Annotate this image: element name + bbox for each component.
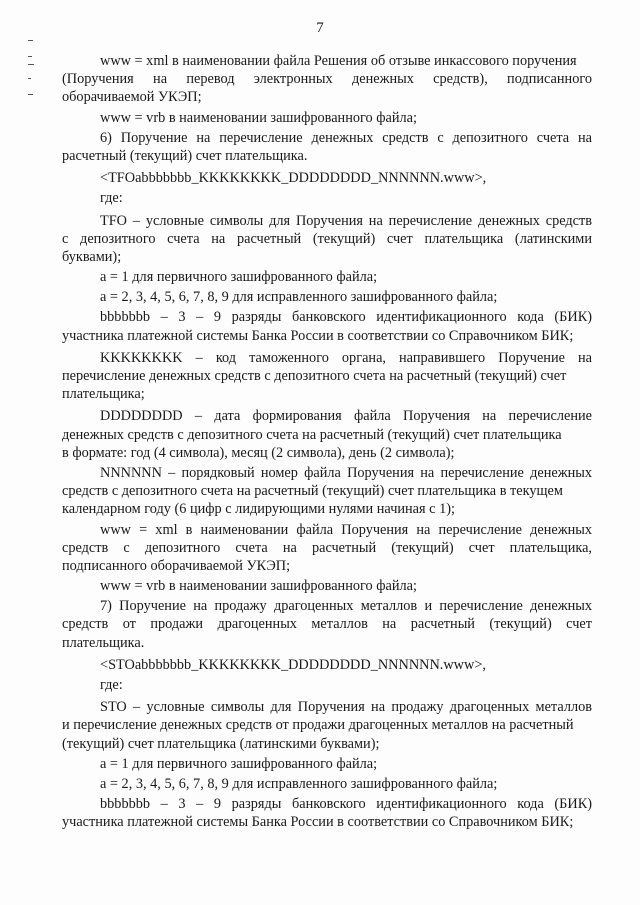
text-line: KKKKKKKK – код таможенного органа, направившего Поручение на bbox=[100, 349, 592, 366]
text-line: и перечисление денежных средств от продажи драгоценных металлов на расчетный bbox=[62, 717, 574, 734]
text-line: плательщика. bbox=[62, 634, 145, 651]
text-line: NNNNNN – порядковый номер файла Поручения на перечисление денежных bbox=[100, 464, 592, 481]
text-line: (текущий) счет плательщика (латинскими буквами); bbox=[62, 735, 380, 752]
margin-mark bbox=[28, 94, 33, 95]
text-line: bbbbbbb – 3 – 9 разряды банковского идентификационного кода (БИК) bbox=[100, 309, 592, 326]
margin-mark bbox=[28, 64, 34, 65]
text-line: денежных средств с депозитного счета на расчетный (текущий) счет плательщика bbox=[62, 426, 562, 443]
text-line: средств от продажи драгоценных металлов на расчетный (текущий) счет bbox=[62, 616, 592, 633]
document-body bbox=[62, 52, 592, 832]
margin-mark bbox=[28, 56, 32, 57]
page-number: 7 bbox=[316, 20, 324, 36]
text-line: bbbbbbb – 3 – 9 разряды банковского идентификационного кода (БИК) bbox=[100, 796, 592, 813]
text-line: <TFOabbbbbbb_KKKKKKKK_DDDDDDDD_NNNNNN.www>, bbox=[100, 170, 487, 187]
text-line: STO – условные символы для Поручения на продажу драгоценных металлов bbox=[100, 699, 592, 716]
text-line: www = vrb в наименовании зашифрованного файла; bbox=[100, 109, 417, 126]
text-line: оборачиваемой УКЭП; bbox=[62, 89, 202, 106]
margin-marks bbox=[28, 38, 42, 108]
text-line: где: bbox=[100, 677, 123, 693]
margin-mark bbox=[28, 78, 31, 79]
text-line: плательщика; bbox=[62, 386, 145, 403]
text-line: с депозитного счета на расчетный (текущий) счет плательщика (латинскими bbox=[62, 230, 592, 247]
text-line: 6) Поручение на перечисление денежных средств с депозитного счета на bbox=[100, 129, 592, 146]
text-line: буквами); bbox=[62, 248, 122, 265]
text-line: в формате: год (4 символа), месяц (2 символа), день (2 символа); bbox=[62, 444, 455, 461]
margin-mark bbox=[28, 40, 33, 41]
text-line: 7) Поручение на продажу драгоценных металлов и перечисление денежных bbox=[100, 598, 592, 615]
text-line: a = 2, 3, 4, 5, 6, 7, 8, 9 для исправленного зашифрованного файла; bbox=[100, 289, 498, 306]
text-line: средств с депозитного счета на расчетный (текущий) счет плательщика в текущем bbox=[62, 483, 563, 500]
text-line: перечисление денежных средств с депозитного счета на расчетный (текущий) счет bbox=[62, 368, 567, 384]
text-line: участника платежной системы Банка России в соответствии со Справочником БИК; bbox=[62, 814, 574, 831]
text-line: календарном году (6 цифр с лидирующими нулями начиная с 1); bbox=[62, 501, 455, 518]
text-line: DDDDDDDD – дата формирования файла Поручения на перечисление bbox=[100, 408, 592, 425]
text-line: a = 1 для первичного зашифрованного файла; bbox=[100, 755, 378, 772]
text-line: подписанного оборачиваемой УКЭП; bbox=[62, 557, 291, 574]
text-line: a = 2, 3, 4, 5, 6, 7, 8, 9 для исправленного зашифрованного файла; bbox=[100, 775, 498, 792]
text-line: расчетный (текущий) счет плательщика. bbox=[62, 147, 308, 164]
text-line: участника платежной системы Банка России в соответствии со Справочником БИК; bbox=[62, 327, 574, 344]
text-line: www = vrb в наименовании зашифрованного файла; bbox=[100, 578, 417, 595]
text-line: <STOabbbbbbb_KKKKKKKK_DDDDDDDD_NNNNNN.www>, bbox=[100, 656, 486, 673]
text-line: www = xml в наименовании файла Решения об отзыве инкассового поручения bbox=[100, 53, 577, 69]
text-line: средств с депозитного счета на расчетный (текущий) счет плательщика, bbox=[62, 539, 592, 556]
text-line: TFO – условные символы для Поручения на перечисление денежных средств bbox=[100, 212, 592, 229]
text-line: (Поручения на перевод электронных денежных средств), подписанного bbox=[62, 71, 592, 88]
text-line: где: bbox=[100, 190, 123, 207]
text-line: www = xml в наименовании файла Поручения на перечисление денежных bbox=[100, 521, 592, 538]
text-line: a = 1 для первичного зашифрованного файла; bbox=[100, 269, 378, 286]
